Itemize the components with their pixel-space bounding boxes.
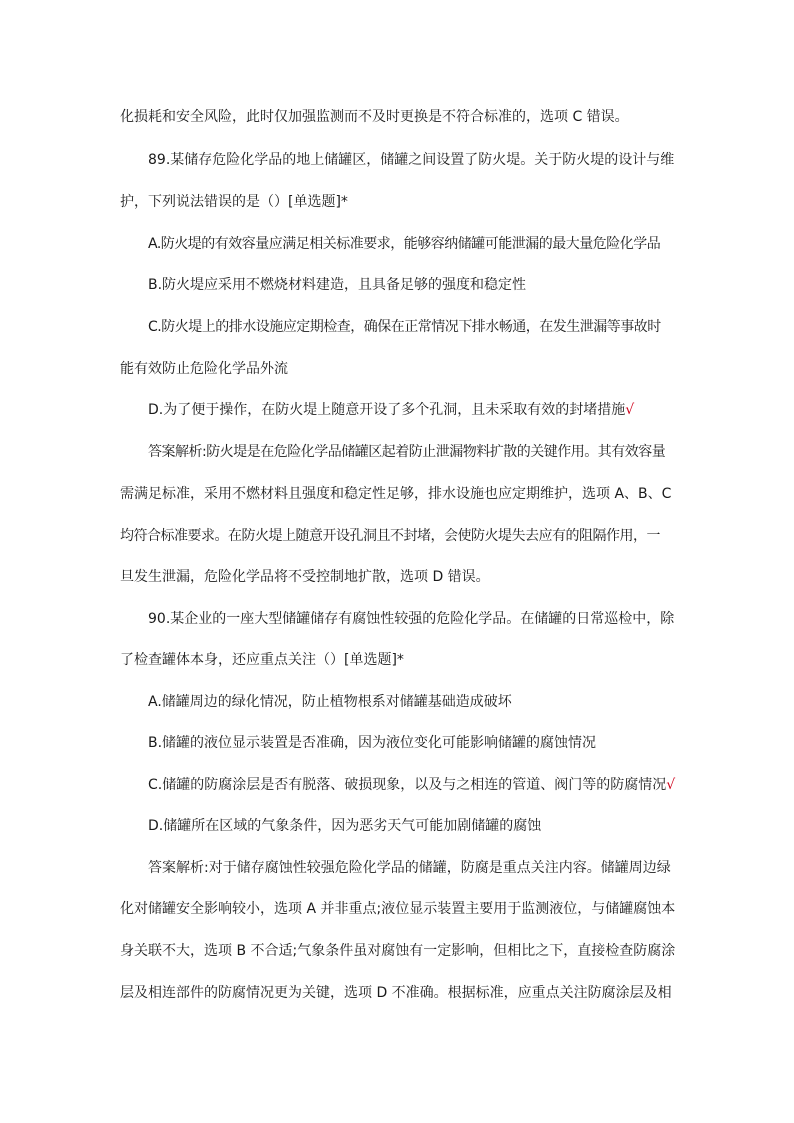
option-90-c-text: C.储罐的防腐涂层是否有脱落、破损现象，以及与之相连的管道、阀门等的防腐情况 — [148, 777, 667, 793]
option-90-c — [148, 775, 676, 795]
question-90-stem-cont: 了检查罐体本身，还应重点关注（）[单选题]* — [120, 652, 404, 668]
answer-89-explanation-cont: 旦发生泄漏，危险化学品将不受控制地扩散，选项 D 错误。 — [120, 569, 490, 585]
question-89-stem: 89.某储存危险化学品的地上储罐区，储罐之间设置了防火堤。关于防火堤的设计与维 — [148, 152, 675, 168]
option-89-c: C.防火堤上的排水设施应定期检查，确保在正常情况下排水畅通，在发生泄漏等事故时 — [148, 319, 661, 335]
question-89-stem-cont: 护，下列说法错误的是（）[单选题]* — [120, 194, 348, 210]
answer-90-explanation-cont: 层及相连部件的防腐情况更为关键，选项 D 不准确。根据标准，应重点关注防腐涂层及相 — [120, 985, 672, 1001]
answer-89-explanation-cont: 需满足标准，采用不燃材料且强度和稳定性足够，排水设施也应定期维护，选项 A、B、C — [120, 486, 672, 502]
answer-89-explanation: 答案解析:防火堤是在危险化学品储罐区起着防止泄漏物料扩散的关键作用。其有效容量 — [148, 444, 666, 460]
correct-check-mark: √ — [666, 777, 676, 793]
answer-90-explanation-cont: 化对储罐安全影响较小，选项 A 并非重点;液位显示装置主要用于监测液位，与储罐腐蚀本 — [120, 901, 676, 917]
text-line: 化损耗和安全风险，此时仅加强监测而不及时更换是不符合标准的，选项 C 错误。 — [120, 109, 629, 125]
answer-89-explanation-cont: 均符合标准要求。在防火堤上随意开设孔洞且不封堵，会使防火堤失去应有的阻隔作用，一 — [120, 528, 660, 544]
option-89-c-cont: 能有效防止危险化学品外流 — [120, 361, 288, 377]
option-89-b: B.防火堤应采用不燃烧材料建造，且具备足够的强度和稳定性 — [148, 277, 527, 293]
correct-check-mark: √ — [625, 402, 635, 418]
option-90-b: B.储罐的液位显示装置是否准确，因为液位变化可能影响储罐的腐蚀情况 — [148, 735, 597, 751]
option-89-d — [148, 400, 676, 420]
option-89-d-text: D.为了便于操作，在防火堤上随意开设了多个孔洞，且未采取有效的封堵措施 — [148, 402, 626, 418]
option-90-d: D.储罐所在区域的气象条件，因为恶劣天气可能加剧储罐的腐蚀 — [148, 818, 542, 834]
answer-90-explanation-cont: 身关联不大，选项 B 不合适;气象条件虽对腐蚀有一定影响，但相比之下，直接检查防腐涂 — [120, 943, 676, 959]
question-90-stem: 90.某企业的一座大型储罐储存有腐蚀性较强的危险化学品。在储罐的日常巡检中，除 — [148, 611, 675, 627]
option-89-a: A.防火堤的有效容量应满足相关标准要求，能够容纳储罐可能泄漏的最大量危险化学品 — [148, 236, 661, 252]
answer-90-explanation: 答案解析:对于储存腐蚀性较强危险化学品的储罐，防腐是重点关注内容。储罐周边绿 — [148, 860, 671, 876]
option-90-a: A.储罐周边的绿化情况，防止植物根系对储罐基础造成破坏 — [148, 694, 512, 710]
